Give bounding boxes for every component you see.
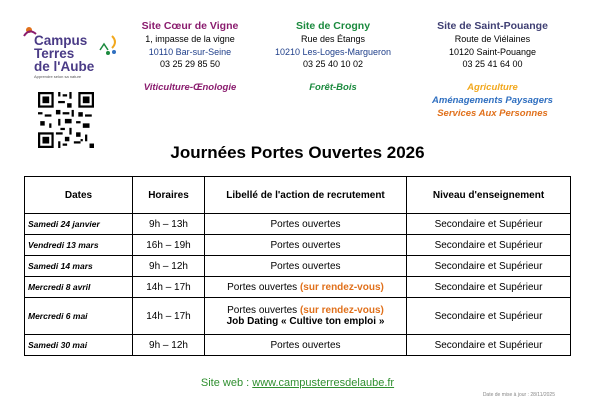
table-row [25, 235, 571, 256]
site-specialty-agriculture: Agriculture [467, 81, 518, 93]
row-level: Secondaire et Supérieur [407, 214, 571, 235]
row-action: Portes ouvertes [205, 256, 407, 277]
site-name: Site de Saint-Pouange [437, 20, 548, 32]
row-date: Samedi 30 mai [25, 335, 133, 356]
update-date-note: Date de mise à jour : 28/11/2025 [482, 392, 555, 398]
site-crogny [268, 19, 398, 94]
table-header-row [25, 177, 571, 214]
site-phone: 03 25 41 64 00 [462, 59, 523, 69]
logo-line-2: Terres [34, 46, 75, 61]
row-action [205, 277, 407, 298]
website-label: Site web : [200, 377, 253, 389]
logo-tagline: Apprendre selon sa nature [34, 74, 82, 79]
site-street: 1, impasse de la vigne [145, 34, 235, 44]
row-level: Secondaire et Supérieur [407, 277, 571, 298]
site-city-line [268, 46, 398, 59]
site-city-line [120, 46, 260, 59]
site-city: Saint-Pouange [473, 46, 537, 57]
row-date: Mercredi 8 avril [25, 277, 133, 298]
website-footer [0, 377, 595, 389]
site-street: Rue des Étangs [300, 34, 366, 44]
header-dates: Dates [25, 177, 133, 214]
row-level: Secondaire et Supérieur [407, 256, 571, 277]
site-city: Bar-sur-Seine [173, 46, 232, 57]
site-coeur-de-vigne [120, 19, 260, 94]
site-zip: 10120 [448, 46, 474, 57]
row-hours: 14h – 17h [133, 298, 205, 335]
job-dating-label: Job Dating « Cultive ton emploi » [226, 316, 385, 327]
schedule-table [24, 176, 571, 356]
table-row [25, 298, 571, 335]
table-row [25, 256, 571, 277]
row-action [205, 298, 407, 335]
site-specialty: Forêt-Bois [309, 81, 357, 93]
row-level: Secondaire et Supérieur [407, 335, 571, 356]
row-date: Vendredi 13 mars [25, 235, 133, 256]
site-street: Route de Viélaines [454, 34, 531, 44]
website-link[interactable]: www.campusterresdelaube.fr [252, 377, 395, 389]
row-date: Samedi 14 mars [25, 256, 133, 277]
site-zip: 10110 [148, 46, 174, 57]
action-label: Portes ouvertes [227, 305, 300, 316]
table-row [25, 335, 571, 356]
site-phone: 03 25 29 85 50 [159, 59, 221, 69]
row-level: Secondaire et Supérieur [407, 298, 571, 335]
site-name: Site Cœur de Vigne [141, 20, 239, 32]
rdv-note: (sur rendez-vous) [299, 281, 384, 293]
row-level: Secondaire et Supérieur [407, 235, 571, 256]
header-niveau: Niveau d'enseignement [407, 177, 571, 214]
site-city: Les-Loges-Margueron [299, 46, 392, 57]
row-date: Samedi 24 janvier [25, 214, 133, 235]
row-date: Mercredi 6 mai [25, 298, 133, 335]
row-hours: 14h – 17h [133, 277, 205, 298]
row-action: Portes ouvertes [205, 335, 407, 356]
logo-line-1: Campus [34, 33, 88, 48]
site-specialty-services: Services Aux Personnes [437, 107, 548, 119]
page-title: Journées Portes Ouvertes 2026 [170, 143, 425, 162]
action-label: Portes ouvertes [227, 281, 300, 293]
logo-line-3: de l'Aube [34, 59, 95, 74]
header-libelle: Libellé de l'action de recrutement [205, 177, 407, 214]
row-hours: 9h – 12h [133, 335, 205, 356]
row-action: Portes ouvertes [205, 214, 407, 235]
site-specialty: Viticulture-Œnologie [143, 81, 237, 93]
site-phone: 03 25 40 10 02 [302, 59, 364, 69]
site-city-line [420, 46, 565, 59]
qr-code-icon[interactable] [38, 92, 94, 148]
row-hours: 16h – 19h [133, 235, 205, 256]
site-specialty-amenagements: Aménagements Paysagers [432, 94, 553, 106]
table-row [25, 277, 571, 298]
row-action: Portes ouvertes [205, 235, 407, 256]
site-saint-pouange [420, 19, 565, 120]
site-zip: 10210 [274, 46, 300, 57]
row-hours: 9h – 13h [133, 214, 205, 235]
rdv-note: (sur rendez-vous) [299, 305, 384, 316]
header-horaires: Horaires [133, 177, 205, 214]
site-name: Site de Crogny [295, 20, 371, 32]
campus-logo [20, 22, 120, 84]
row-hours: 9h – 12h [133, 256, 205, 277]
table-row [25, 214, 571, 235]
